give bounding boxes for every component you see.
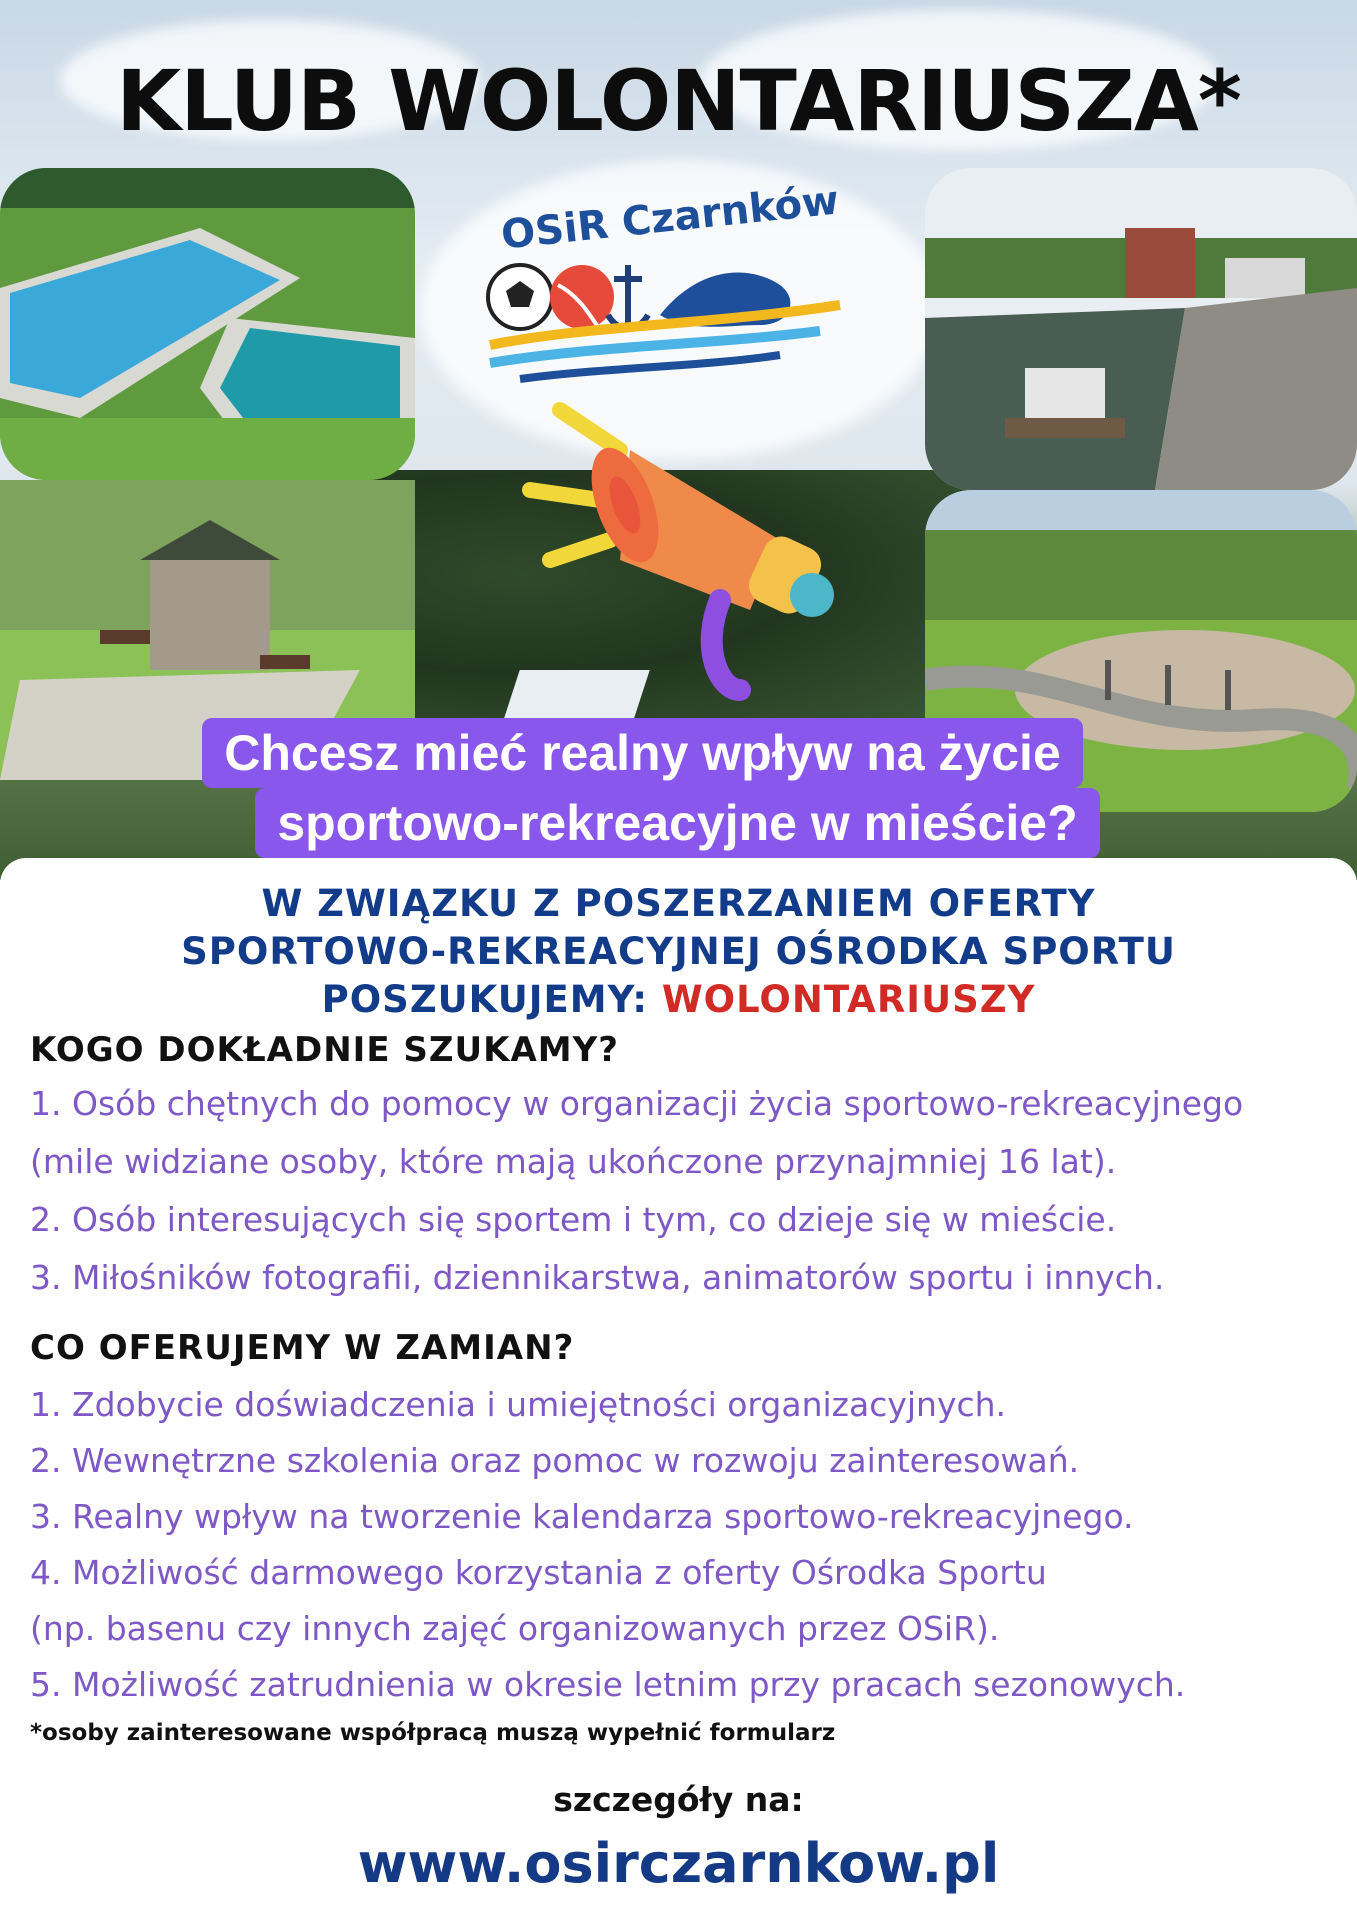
headline-highlight: WOLONTARIUSZY xyxy=(661,978,1036,1021)
list-item: 4. Możliwość darmowego korzystania z oferty Ośrodka Sportu xyxy=(30,1553,1047,1592)
question-banner xyxy=(190,718,1165,858)
website-link[interactable]: www.osirczarnkow.pl xyxy=(357,1832,1000,1895)
list-item: 1. Zdobycie doświadczenia i umiejętności organizacyjnych. xyxy=(30,1385,1007,1424)
details-label: szczegóły na: xyxy=(553,1780,804,1819)
banner-line-1: Chcesz mieć realny wpływ na życie xyxy=(202,718,1083,788)
list-item: 1. Osób chętnych do pomocy w organizacji życia sportowo-rekreacyjnego xyxy=(30,1084,1244,1123)
section-title-who: KOGO DOKŁADNIE SZUKAMY? xyxy=(30,1030,619,1070)
offer-list xyxy=(30,1377,1340,1713)
list-item: 3. Realny wpływ na tworzenie kalendarza sportowo-rekreacyjnego. xyxy=(30,1497,1134,1536)
megaphone-icon xyxy=(520,390,850,724)
list-item: (mile widziane osoby, które mają ukończone przynajmniej 16 lat). xyxy=(30,1142,1117,1181)
logo-text: OSiR Czarnków xyxy=(498,177,841,259)
who-list xyxy=(30,1075,1340,1307)
page-title: KLUB WOLONTARIUSZA* xyxy=(116,52,1241,150)
list-item: 2. Osób interesujących się sportem i tym, co dzieje się w mieście. xyxy=(30,1200,1117,1239)
headline-line-1: W ZWIĄZKU Z POSZERZANIEM OFERTY xyxy=(261,882,1096,925)
osir-logo xyxy=(460,177,880,405)
list-item: (np. basenu czy innych zajęć organizowanych przez OSiR). xyxy=(30,1609,1000,1648)
list-item: 2. Wewnętrzne szkolenia oraz pomoc w rozwoju zainteresowań. xyxy=(30,1441,1080,1480)
logo-emblem-icon xyxy=(460,245,880,405)
list-item: 3. Miłośników fotografii, dziennikarstwa, animatorów sportu i innych. xyxy=(30,1258,1165,1297)
photo-swimming-pool xyxy=(0,168,415,480)
headline-prefix: POSZUKUJEMY: xyxy=(321,978,662,1021)
banner-line-2: sportowo-rekreacyjne w mieście? xyxy=(255,788,1099,858)
headline xyxy=(0,880,1357,1024)
list-item: 5. Możliwość zatrudnienia w okresie letnim przy pracach sezonowych. xyxy=(30,1665,1186,1704)
headline-line-3 xyxy=(0,976,1357,1024)
form-note: *osoby zainteresowane współpracą muszą wypełnić formularz xyxy=(30,1720,836,1746)
section-title-offer: CO OFERUJEMY W ZAMIAN? xyxy=(30,1328,575,1368)
photo-marina xyxy=(925,168,1357,490)
headline-line-2: SPORTOWO-REKREACYJNEJ OŚRODKA SPORTU xyxy=(181,930,1176,973)
